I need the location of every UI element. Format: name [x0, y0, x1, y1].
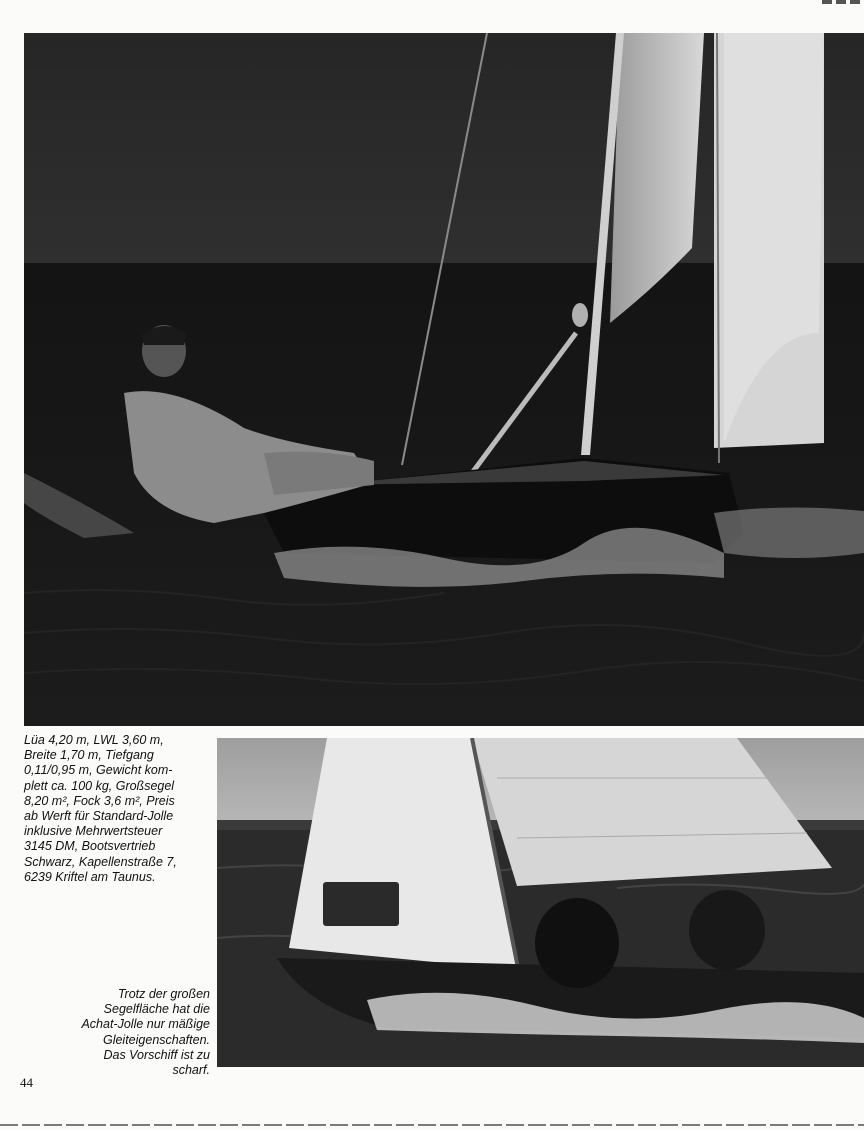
page-number: 44: [20, 1075, 33, 1090]
photo-caption: Trotz der großen Segelfläche hat die Achat-Jolle nur mäßige Gleiteigenschaften. Das Vorschiff ist zu scharf.: [81, 987, 210, 1078]
photo-achat-jolle: [217, 738, 864, 1067]
specs-caption: Lüa 4,20 m, LWL 3,60 m, Breite 1,70 m, Tiefgang 0,11/0,95 m, Gewicht kom- plett ca. 100 kg, Großsegel 8,20 m², Fock 3,6 m², Preis ab Werft für Standard-Jolle inklusive Mehrwertsteuer 3145 DM, Bootsvertrieb Schwarz, Kapellenstraße 7, 6239 Kriftel am Taunus.: [24, 733, 177, 884]
photo-dinghy-sailor: [24, 33, 864, 726]
bottom-print-rule: [0, 1124, 864, 1126]
corner-print-mark: [822, 0, 864, 4]
